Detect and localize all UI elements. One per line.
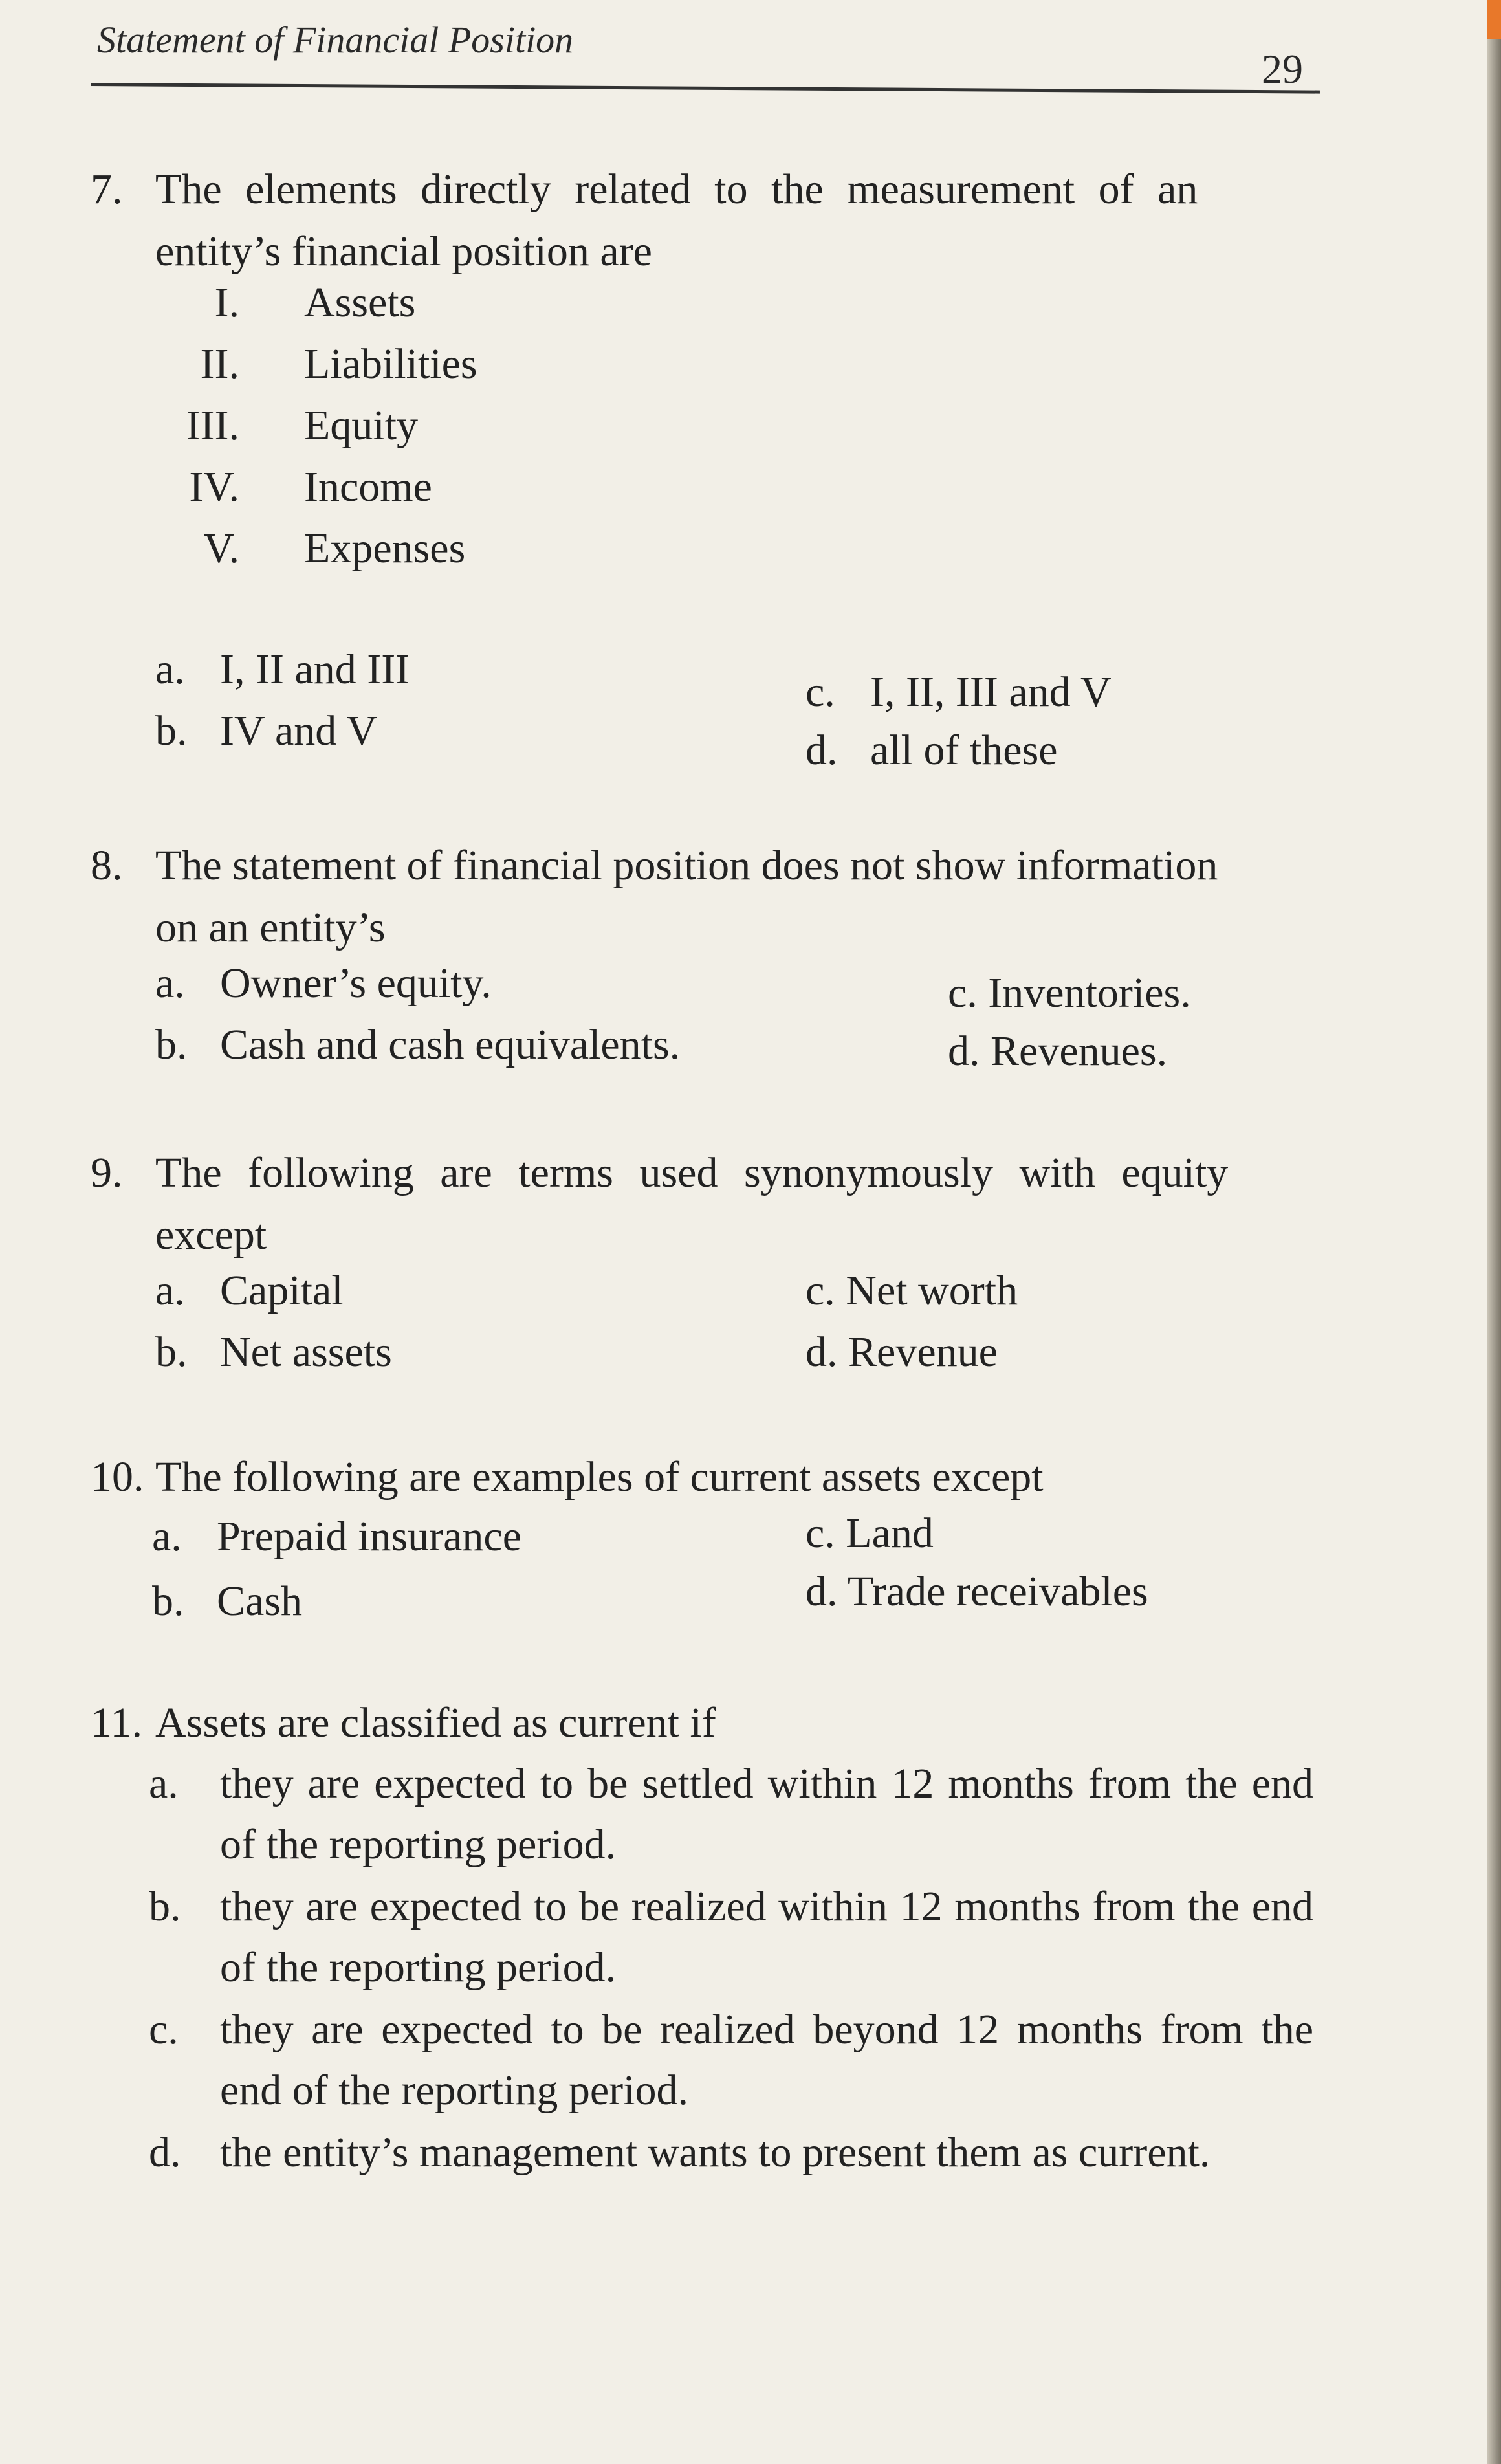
roman-numeral: III. bbox=[186, 402, 239, 449]
option-d[interactable] bbox=[805, 1563, 1148, 1621]
option-a[interactable] bbox=[155, 954, 492, 1013]
page-number: 29 bbox=[1262, 46, 1303, 92]
question-stem bbox=[155, 159, 1313, 283]
roman-item-text: Expenses bbox=[304, 525, 466, 572]
option-c[interactable] bbox=[805, 663, 1112, 721]
option-text: Prepaid insurance bbox=[217, 1513, 521, 1560]
option-c[interactable] bbox=[805, 1262, 1018, 1320]
stem-line: The elements directly related to the measurement of an bbox=[155, 166, 1198, 213]
option-letter: d. bbox=[948, 1028, 980, 1075]
option-b[interactable] bbox=[155, 702, 377, 760]
option-letter: c. bbox=[805, 1267, 835, 1314]
question-number: 8. bbox=[91, 842, 123, 889]
header-divider bbox=[91, 83, 1320, 94]
roman-item-text: Income bbox=[304, 463, 432, 511]
option-c[interactable] bbox=[948, 964, 1191, 1022]
option-text: I, II and III bbox=[220, 646, 410, 693]
option-letter: d. bbox=[149, 2129, 181, 2176]
option-d[interactable] bbox=[948, 1022, 1167, 1081]
option-letter: a. bbox=[155, 1267, 185, 1314]
option-text: Owner’s equity. bbox=[220, 960, 492, 1007]
option-letter: c. bbox=[149, 2006, 179, 2053]
option-letter: b. bbox=[155, 707, 188, 754]
option-text: IV and V bbox=[220, 707, 378, 754]
page-edge-accent bbox=[1487, 0, 1501, 39]
option-text: Capital bbox=[220, 1267, 344, 1314]
option-b[interactable] bbox=[155, 1016, 680, 1074]
option-a[interactable] bbox=[155, 1262, 344, 1320]
option-a[interactable] bbox=[152, 1508, 521, 1566]
roman-item-text: Equity bbox=[304, 402, 418, 449]
option-text: Inventories. bbox=[988, 969, 1191, 1017]
question-stem bbox=[155, 1446, 1313, 1508]
option-letter: b. bbox=[152, 1578, 184, 1625]
option-letter: b. bbox=[155, 1021, 188, 1068]
option-text: they are expected to be realized beyond 12 months from the end of the reporting period. bbox=[220, 2006, 1313, 2114]
option-text: Net worth bbox=[846, 1267, 1018, 1314]
roman-numeral: I. bbox=[214, 279, 239, 326]
option-letter: d. bbox=[805, 727, 838, 774]
option-c[interactable] bbox=[805, 1504, 934, 1563]
page-edge-shadow bbox=[1487, 0, 1501, 2464]
roman-numeral: IV. bbox=[189, 463, 239, 511]
stem-line: The following are examples of current assets except bbox=[155, 1453, 1044, 1501]
option-text: I, II, III and V bbox=[870, 668, 1112, 716]
option-text: all of these bbox=[870, 727, 1058, 774]
option-letter: a. bbox=[155, 646, 185, 693]
option-text: Revenue bbox=[848, 1328, 998, 1376]
option-letter: c. bbox=[805, 668, 835, 716]
option-text: Cash bbox=[217, 1578, 302, 1625]
option-a[interactable] bbox=[155, 641, 410, 699]
roman-item-text: Liabilities bbox=[304, 340, 477, 388]
option-d[interactable] bbox=[805, 1323, 998, 1381]
question-stem bbox=[155, 1142, 1313, 1266]
option-letter: d. bbox=[805, 1568, 838, 1615]
question-number: 11. bbox=[91, 1699, 143, 1746]
roman-numeral: V. bbox=[203, 525, 239, 572]
stem-line: Assets are classified as current if bbox=[155, 1699, 716, 1746]
option-letter: a. bbox=[149, 1760, 179, 1807]
running-header: Statement of Financial Position bbox=[97, 19, 574, 61]
stem-line: entity’s financial position are bbox=[155, 228, 652, 275]
question-stem bbox=[155, 835, 1313, 959]
question-number: 10. bbox=[91, 1453, 144, 1501]
question-stem bbox=[155, 1692, 1313, 1754]
option-letter: a. bbox=[155, 960, 185, 1007]
option-text: Revenues. bbox=[991, 1028, 1168, 1075]
option-letter: d. bbox=[805, 1328, 838, 1376]
roman-numeral: II. bbox=[200, 340, 239, 388]
option-text: they are expected to be settled within 12 months from the end of the reporting period. bbox=[220, 1760, 1313, 1868]
question-number: 9. bbox=[91, 1149, 123, 1196]
stem-line: The following are terms used synonymously with equity bbox=[155, 1149, 1229, 1196]
option-text: the entity’s management wants to present them as current. bbox=[220, 2129, 1211, 2176]
option-letter: c. bbox=[948, 969, 978, 1017]
option-b[interactable] bbox=[155, 1323, 392, 1381]
option-letter: b. bbox=[149, 1883, 181, 1930]
stem-line: except bbox=[155, 1211, 267, 1259]
option-letter: c. bbox=[805, 1510, 835, 1557]
roman-item-text: Assets bbox=[304, 279, 416, 326]
option-text: Land bbox=[846, 1510, 934, 1557]
option-b[interactable] bbox=[152, 1572, 302, 1631]
stem-line: on an entity’s bbox=[155, 904, 386, 951]
option-text: they are expected to be realized within 12 months from the end of the reporting period. bbox=[220, 1883, 1313, 1991]
option-text: Cash and cash equivalents. bbox=[220, 1021, 681, 1068]
question-number: 7. bbox=[91, 166, 123, 213]
option-text: Net assets bbox=[220, 1328, 392, 1376]
option-d[interactable] bbox=[805, 721, 1058, 780]
stem-line: The statement of financial position does not show information bbox=[155, 842, 1218, 889]
option-text: Trade receivables bbox=[847, 1568, 1148, 1615]
option-letter: b. bbox=[155, 1328, 188, 1376]
option-letter: a. bbox=[152, 1513, 182, 1560]
